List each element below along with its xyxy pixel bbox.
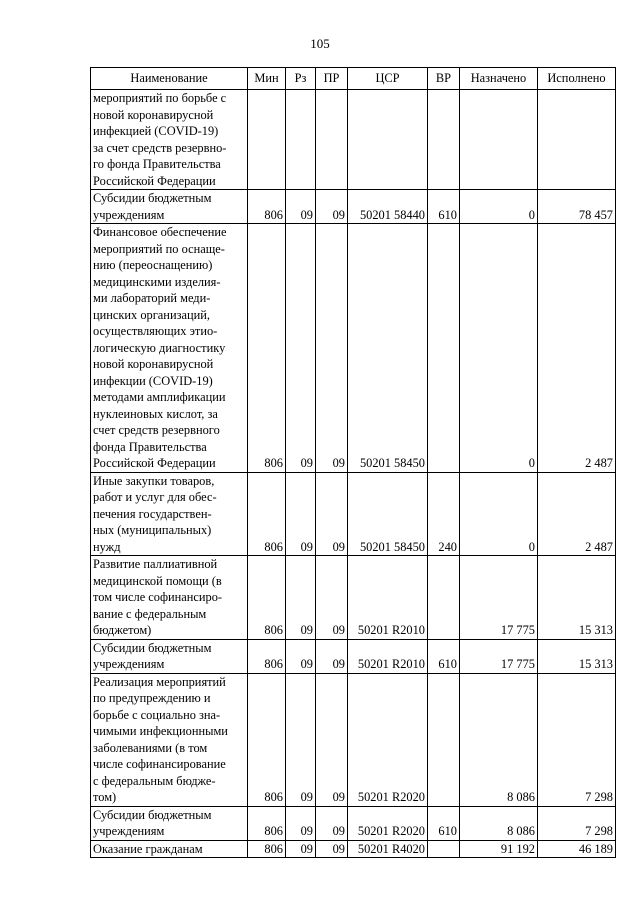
cell-min: 806 xyxy=(248,639,286,673)
cell-min: 806 xyxy=(248,840,286,858)
cell-name: Развитие паллиативной медицинской помощи (в том числе софинансиро- вание с федеральным бюджетом) xyxy=(91,556,248,640)
cell-rz: 09 xyxy=(286,840,316,858)
table-row xyxy=(91,673,616,806)
cell-executed: 7 298 xyxy=(538,673,616,806)
table-row xyxy=(91,472,616,556)
cell-vr xyxy=(428,556,460,640)
cell-rz xyxy=(286,90,316,190)
cell-csr xyxy=(348,90,428,190)
cell-min: 806 xyxy=(248,224,286,473)
cell-pr: 09 xyxy=(316,806,348,840)
header-min: Мин xyxy=(248,68,286,90)
cell-rz: 09 xyxy=(286,190,316,224)
cell-rz: 09 xyxy=(286,556,316,640)
cell-rz: 09 xyxy=(286,806,316,840)
cell-name: Оказание гражданам xyxy=(91,840,248,858)
header-row xyxy=(91,68,616,90)
cell-rz: 09 xyxy=(286,472,316,556)
cell-executed: 46 189 xyxy=(538,840,616,858)
table-row xyxy=(91,190,616,224)
table-row xyxy=(91,90,616,190)
cell-min: 806 xyxy=(248,556,286,640)
cell-csr: 50201 58450 xyxy=(348,224,428,473)
cell-csr: 50201 58440 xyxy=(348,190,428,224)
cell-min: 806 xyxy=(248,673,286,806)
cell-pr: 09 xyxy=(316,840,348,858)
cell-vr xyxy=(428,673,460,806)
cell-assigned: 8 086 xyxy=(460,806,538,840)
cell-executed: 2 487 xyxy=(538,472,616,556)
budget-table xyxy=(90,67,616,858)
cell-pr: 09 xyxy=(316,224,348,473)
cell-assigned: 0 xyxy=(460,224,538,473)
cell-rz: 09 xyxy=(286,224,316,473)
cell-executed: 78 457 xyxy=(538,190,616,224)
cell-vr xyxy=(428,224,460,473)
cell-csr: 50201 R2010 xyxy=(348,639,428,673)
cell-csr: 50201 R4020 xyxy=(348,840,428,858)
cell-vr: 610 xyxy=(428,806,460,840)
cell-csr: 50201 R2020 xyxy=(348,806,428,840)
cell-pr: 09 xyxy=(316,556,348,640)
cell-assigned: 8 086 xyxy=(460,673,538,806)
cell-assigned: 91 192 xyxy=(460,840,538,858)
cell-csr: 50201 R2010 xyxy=(348,556,428,640)
cell-min: 806 xyxy=(248,472,286,556)
header-rz: Рз xyxy=(286,68,316,90)
table-row xyxy=(91,840,616,858)
cell-name: Субсидии бюджетным учреждениям xyxy=(91,190,248,224)
cell-csr: 50201 R2020 xyxy=(348,673,428,806)
cell-pr: 09 xyxy=(316,673,348,806)
cell-executed: 2 487 xyxy=(538,224,616,473)
cell-vr xyxy=(428,90,460,190)
cell-vr: 240 xyxy=(428,472,460,556)
cell-name: мероприятий по борьбе с новой коронавирусной инфекцией (COVID-19) за счет средств резервно- го фонда Правительства Российской Федерации xyxy=(91,90,248,190)
cell-assigned: 17 775 xyxy=(460,639,538,673)
cell-name: Субсидии бюджетным учреждениям xyxy=(91,806,248,840)
page-number: 105 xyxy=(310,36,330,51)
cell-csr: 50201 58450 xyxy=(348,472,428,556)
cell-executed: 15 313 xyxy=(538,556,616,640)
cell-assigned: 0 xyxy=(460,190,538,224)
header-csr: ЦСР xyxy=(348,68,428,90)
cell-pr: 09 xyxy=(316,190,348,224)
cell-vr: 610 xyxy=(428,190,460,224)
cell-pr xyxy=(316,90,348,190)
header-name: Наименование xyxy=(91,68,248,90)
cell-vr xyxy=(428,840,460,858)
table-row xyxy=(91,806,616,840)
cell-name: Финансовое обеспечение мероприятий по оснаще- нию (переоснащению) медицинскими изделия- ми лабораторий меди- цинских организаций, осуществляющих этио- логическую диагностику новой коронавирусной инфекции (COVID-19) методами амплификации нуклеиновых кислот, за счет средств резервного фонда Правительства Российской Федерации xyxy=(91,224,248,473)
header-pr: ПР xyxy=(316,68,348,90)
cell-name: Субсидии бюджетным учреждениям xyxy=(91,639,248,673)
header-executed: Исполнено xyxy=(538,68,616,90)
cell-assigned: 0 xyxy=(460,472,538,556)
cell-name: Иные закупки товаров, работ и услуг для обес- печения государствен- ных (муниципальных) нужд xyxy=(91,472,248,556)
cell-rz: 09 xyxy=(286,673,316,806)
table-row xyxy=(91,224,616,473)
cell-rz: 09 xyxy=(286,639,316,673)
cell-vr: 610 xyxy=(428,639,460,673)
cell-assigned xyxy=(460,90,538,190)
table-row xyxy=(91,556,616,640)
cell-pr: 09 xyxy=(316,472,348,556)
cell-min: 806 xyxy=(248,806,286,840)
header-vr: ВР xyxy=(428,68,460,90)
cell-pr: 09 xyxy=(316,639,348,673)
cell-executed: 7 298 xyxy=(538,806,616,840)
header-assigned: Назначено xyxy=(460,68,538,90)
table-row xyxy=(91,639,616,673)
cell-name: Реализация мероприятий по предупреждению и борьбе с социально зна- чимыми инфекционными заболеваниями (в том числе софинансирование с федеральным бюдже- том) xyxy=(91,673,248,806)
cell-executed xyxy=(538,90,616,190)
cell-assigned: 17 775 xyxy=(460,556,538,640)
cell-executed: 15 313 xyxy=(538,639,616,673)
cell-min: 806 xyxy=(248,190,286,224)
cell-min xyxy=(248,90,286,190)
